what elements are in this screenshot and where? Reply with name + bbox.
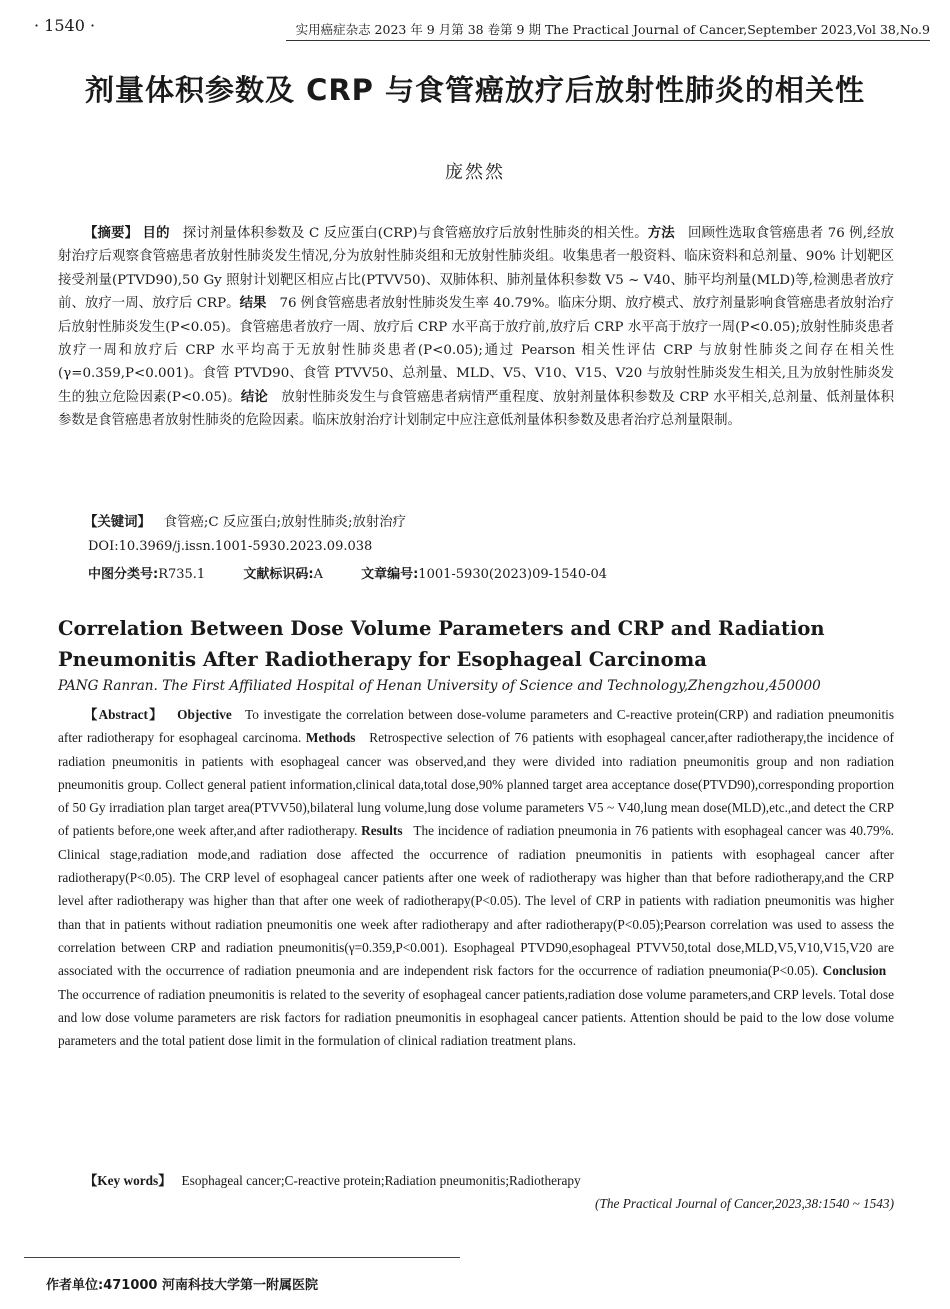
- header-rule: [286, 40, 930, 41]
- doc-code-value: A: [313, 567, 323, 582]
- keywords-en: [84, 1170, 581, 1189]
- running-head: 实用癌症杂志 2023 年 9 月第 38 卷第 9 期 The Practical Journal of Cancer,September 2023,Vol 38,No.9: [295, 22, 930, 37]
- abstract-cn: [58, 222, 894, 433]
- en-results-label: Results: [361, 823, 403, 839]
- keywords-en-value: Esophageal cancer;C-reactive protein;Radiation pneumonitis;Radiotherapy: [181, 1173, 581, 1188]
- cn-conclusion-label: 结论: [240, 389, 269, 405]
- footnote-rule: [24, 1257, 460, 1258]
- doc-code-label: 文献标识码:: [243, 567, 314, 582]
- author-name: 庞然然: [445, 162, 505, 183]
- abstract-en-label: 【Abstract】: [84, 707, 164, 722]
- article-no-label: 文章编号:: [361, 567, 419, 582]
- keywords-cn: [84, 511, 406, 530]
- en-methods-text: Retrospective selection of 76 patients with esophageal cancer,after radiotherapy,the incidence of radiation pneumonitis in patients with esophageal cancer was observed,and they were divided into radiation pneumonitis group and non radiation pneumonitis group. Collect general patient information,clinical data,total dose,90% planned target area acceptance dose(PTVD90),corresponding proportion of 50 Gy irradiation plan target area(PTVV50),bilateral lung volume,lung dose volume parameters V5 ~ V40,lung mean dose(MLD),etc.,and detect the CRP of patients before,one week after,and after radiotherapy.: [58, 730, 894, 839]
- citation-text: (The Practical Journal of Cancer,2023,38:1540 ~ 1543): [595, 1196, 894, 1211]
- clc-label: 中图分类号:: [88, 567, 159, 582]
- keywords-cn-label: 【关键词】: [84, 515, 151, 530]
- citation: [595, 1196, 894, 1212]
- cn-objective-label: 目的: [142, 226, 170, 241]
- article-title: 剂量体积参数及 CRP 与食管癌放疗后放射性肺炎的相关性: [84, 73, 866, 107]
- en-methods-label: Methods: [305, 730, 356, 746]
- en-objective-text: To investigate the correlation between dose-volume parameters and C-reactive protein(CRP) and radiation pneumonitis after radiotherapy for esophageal carcinoma.: [58, 707, 895, 746]
- classification-line: [88, 563, 607, 582]
- keywords-en-label: 【Key words】: [84, 1173, 172, 1188]
- cn-results-text: 76 例食管癌患者放射性肺炎发生率 40.79%。临床分期、放疗模式、放疗剂量影响食管癌患者放射治疗后放射性肺炎发生(P<0.05)。食管癌患者放疗一周、放疗后 CRP 水平高于放疗前,放疗后 CRP 水平高于放疗一周(P<0.05);放射性肺炎患者放疗一周和放疗后 CRP 水平均高于无放射性肺炎患者(P<0.05);通过 Pearson 相关性评估 CRP 与放射性肺炎之间存在相关性(γ=0.359,P<0.001)。食管 PTVD90、食管 PTVV50、总剂量、MLD、V5、V10、V15、V20 与放射性肺炎发生相关,且为放射性肺炎发生的独立危险因素(P<0.05)。: [58, 296, 895, 405]
- en-conclusion-label: Conclusion: [822, 963, 887, 979]
- author-unit-footnote: 作者单位:471000 河南科技大学第一附属医院: [46, 1278, 318, 1293]
- en-conclusion-text: The occurrence of radiation pneumonitis is related to the severity of esophageal cancer patients,radiation dose volume parameters,and CRP levels. Total dose and low dose volume parameters are risk factors for radiation pneumonitis in esophageal cancer patients. Attention should be paid to the low dose volume parameters and the total patient dose limit in the formulation of clinical radiation treatment plans.: [58, 986, 894, 1049]
- cn-conclusion-text: 放射性肺炎发生与食管癌患者病情严重程度、放射剂量体积参数及 CRP 水平相关,总剂量、低剂量体积参数是食管癌患者放射性肺炎的危险因素。临床放射治疗计划制定中应注意低剂量体积参数及患者治疗总剂量限制。: [58, 389, 894, 429]
- keywords-cn-value: 食管癌;C 反应蛋白;放射性肺炎;放射治疗: [163, 515, 407, 530]
- abstract-cn-label: 【摘要】: [84, 226, 139, 241]
- page-number: · 1540 ·: [34, 16, 96, 35]
- cn-objective-text: 探讨剂量体积参数及 C 反应蛋白(CRP)与食管癌放疗后放射性肺炎的相关性。: [182, 226, 648, 241]
- abstract-en: [58, 703, 894, 1052]
- doi: DOI:10.3969/j.issn.1001-5930.2023.09.038: [88, 539, 373, 554]
- cn-results-label: 结果: [239, 296, 267, 312]
- en-results-text: The incidence of radiation pneumonia in 76 patients with esophageal cancer was 40.79%. Clinical stage,radiation mode,and radiation dose affected the occurrence of radiation pneumonitis in patients with esophageal cancer after radiotherapy(P<0.05). The CRP level of esophageal cancer patients after one week of radiotherapy was higher than that before radiotherapy,and the CRP level after radiotherapy was higher than that after one week of radiotherapy(P<0.05). The level of CRP in patients with radiation pneumonitis was higher than that in patients without radiation pneumonitis one week after radiotherapy and after radiotherapy(P<0.05);Pearson correlation was used to assess the correlation between CRP and radiation pneumonitis(γ=0.359,P<0.001). Esophageal PTVD90,esophageal PTVV50,total dose,MLD,V5,V10,V15,V20 are associated with the occurrence of radiation pneumonia and are independent risk factors for the occurrence of radiation pneumonia(P<0.05).: [58, 823, 895, 979]
- english-author-affiliation: PANG Ranran. The First Affiliated Hospital of Henan University of Science and Technology,Zhengzhou,450000: [58, 678, 821, 694]
- cn-methods-label: 方法: [647, 226, 675, 241]
- cn-methods-text: 回顾性选取食管癌患者 76 例,经放射治疗后观察食管癌患者放射性肺炎发生情况,分为放射性肺炎组和无放射性肺炎组。收集患者一般资料、临床资料和总剂量、90% 计划靶区接受剂量(PTVD90),50 Gy 照射计划靶区相应占比(PTVV50)、双肺体积、肺剂量体积参数 V5 ~ V40、肺平均剂量(MLD)等,检测患者放疗前、放疗一周、放疗后 CRP。: [58, 226, 895, 312]
- article-no-value: 1001-5930(2023)09-1540-04: [418, 567, 608, 582]
- english-title: Correlation Between Dose Volume Parameters and CRP and Radiation Pneumonitis After Radiotherapy for Esophageal Carcinoma: [58, 617, 825, 671]
- en-objective-label: Objective: [177, 707, 232, 722]
- clc-value: R735.1: [158, 567, 206, 582]
